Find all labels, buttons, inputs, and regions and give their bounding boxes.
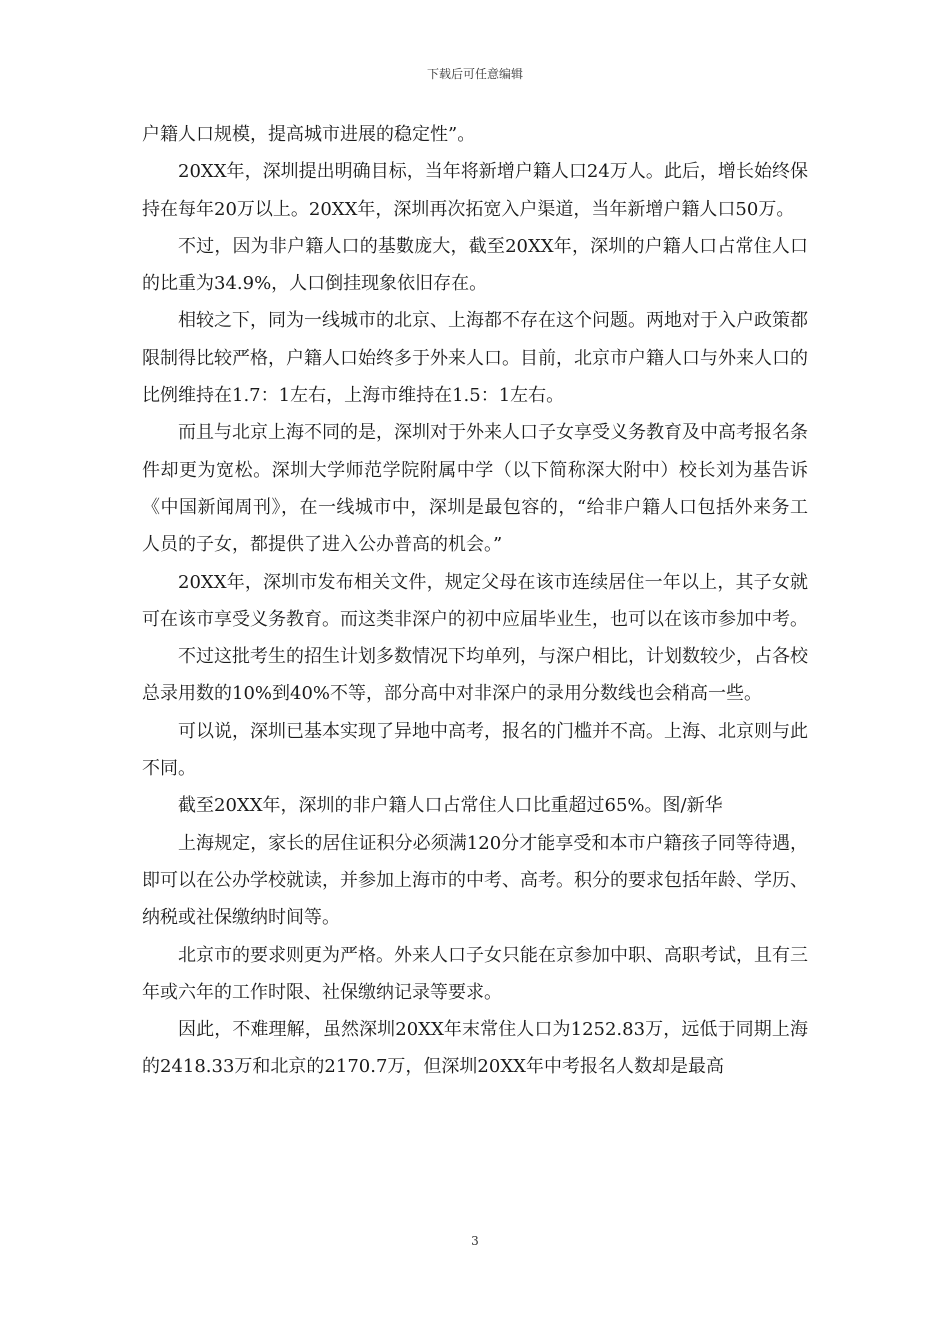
page-number: 3 bbox=[471, 1234, 479, 1248]
document-body bbox=[142, 116, 808, 1086]
paragraph-4: 相较之下，同为一线城市的北京、上海都不存在这个问题。两地对于入户政策都限制得比较严格，户籍人口始终多于外来人口。目前，北京市户籍人口与外来人口的比例维持在1.7：1左右，上海市维持在1.5：1左右。 bbox=[142, 310, 808, 407]
page-header: 下载后可任意编辑 bbox=[426, 67, 523, 81]
paragraph-6: 20XX年，深圳市发布相关文件，规定父母在该市连续居住一年以上，其子女就可在该市享受义务教育。而这类非深户的初中应届毕业生，也可以在该市参加中考。 bbox=[142, 571, 808, 630]
paragraph-11: 北京市的要求则更为严格。外来人口子女只能在京参加中职、高职考试，且有三年或六年的工作时限、社保缴纳记录等要求。 bbox=[142, 944, 808, 1003]
paragraph-7: 不过这批考生的招生计划多数情况下均单列，与深户相比，计划数较少，占各校总录用数的10%到40%不等，部分高中对非深户的录用分数线也会稍高一些。 bbox=[142, 646, 808, 705]
paragraph-9-caption: 截至20XX年，深圳的非户籍人口占常住人口比重超过65%。图/新华 bbox=[178, 795, 723, 817]
paragraph-10: 上海规定，家长的居住证积分必须满120分才能享受和本市户籍孩子同等待遇，即可以在公办学校就读，并参加上海市的中考、高考。积分的要求包括年龄、学历、纳税或社保缴纳时间等。 bbox=[142, 832, 808, 929]
paragraph-8: 可以说，深圳已基本实现了异地中高考，报名的门槛并不高。上海、北京则与此不同。 bbox=[142, 720, 808, 780]
paragraph-3: 不过，因为非户籍人口的基數庞大，截至20XX年，深圳的户籍人口占常住人口的比重为34.9%，人口倒挂现象依旧存在。 bbox=[142, 235, 808, 295]
paragraph-2: 20XX年，深圳提出明确目标，当年将新增户籍人口24万人。此后，增长始终保持在每年20万以上。20XX年，深圳再次拓宽入户渠道，当年新增户籍人口50万。 bbox=[142, 161, 808, 220]
paragraph-1: 户籍人口规模，提高城市进展的稳定性”。 bbox=[142, 124, 476, 145]
paragraph-5: 而且与北京上海不同的是，深圳对于外来人口子女享受义务教育及中高考报名条件却更为宽松。深圳大学师范学院附属中学（以下简称深大附中）校长刘为基告诉《中国新闻周刊》，在一线城市中，深圳是最包容的，“给非户籍人口包括外来务工人员的子女，都提供了进入公办普高的机会。” bbox=[142, 422, 808, 556]
paragraph-12: 因此，不难理解，虽然深圳20XX年末常住人口为1252.83万，远低于同期上海的2418.33万和北京的2170.7万，但深圳20XX年中考报名人数却是最高 bbox=[142, 1019, 808, 1078]
